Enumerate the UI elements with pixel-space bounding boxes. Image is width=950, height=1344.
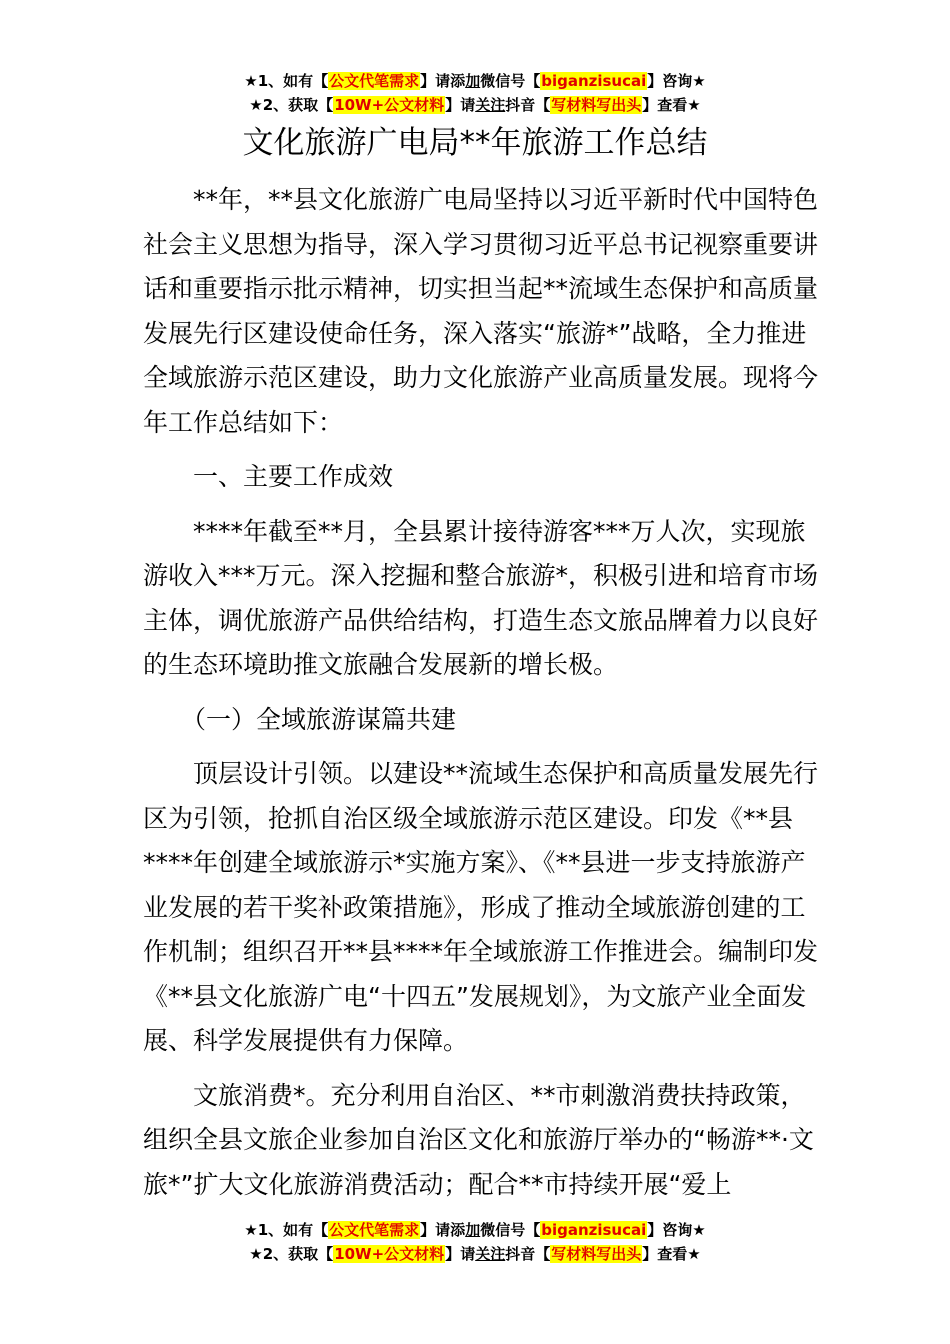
- banner-text: 】请添: [420, 1221, 466, 1239]
- footer-banner: [0, 1218, 950, 1266]
- banner-underlined-text: 关注: [475, 96, 506, 114]
- banner-highlight-wechat-id: biganzisucai: [541, 72, 647, 90]
- banner-text: 】查看★: [642, 1245, 701, 1263]
- banner-text: 抖音【: [505, 96, 551, 114]
- banner-underlined-text: 加: [465, 72, 481, 90]
- banner-line-2: [0, 1242, 950, 1266]
- header-banner: [0, 69, 950, 117]
- banner-highlight-materials: 10W+公文材料: [334, 1245, 445, 1263]
- banner-text: ★2、获取【: [249, 1245, 334, 1263]
- paragraph-intro: **年，**县文化旅游广电局坚持以习近平新时代中国特色社会主义思想为指导，深入学习贯彻习近平总书记视察重要讲话和重要指示批示精神，切实担当起**流域生态保护和高质量发展先行区建设使命任务，深入落实“旅游*”战略，全力推进全域旅游示范区建设，助力文化旅游产业高质量发展。现将今年工作总结如下：: [143, 185, 819, 437]
- banner-underlined-text: 关注: [475, 1245, 506, 1263]
- banner-text: 】咨询★: [647, 72, 706, 90]
- subheading-all-area-tourism: （一）全域旅游谋篇共建: [181, 704, 457, 734]
- banner-highlight-wechat-id: biganzisucai: [541, 1221, 647, 1239]
- banner-text: 】请: [445, 96, 476, 114]
- banner-text: ★2、获取【: [249, 96, 334, 114]
- banner-underlined-text: 加: [465, 1221, 481, 1239]
- banner-text: 】咨询★: [647, 1221, 706, 1239]
- banner-highlight-douyin: 写材料写出头: [551, 1245, 642, 1263]
- paragraph-tourism-consumption: 文旅消费*。充分利用自治区、**市刺激消费扶持政策，组织全县文旅企业参加自治区文化和旅游厅举办的“畅游**·文旅*”扩大文化旅游消费活动；配合**市持续开展“爱上: [143, 1080, 814, 1199]
- banner-highlight-ghostwriting: 公文代笔需求: [329, 72, 420, 90]
- paragraph-top-level-design: 顶层设计引领。以建设**流域生态保护和高质量发展先行区为引领，抢抓自治区级全域旅游示范区建设。印发《**县****年创建全域旅游示*实施方案》、《**县进一步支持旅游产业发展的若干奖补政策措施》，形成了推动全域旅游创建的工作机制；组织召开**县****年全域旅游工作推进会。编制印发《**县文化旅游广电“十四五”发展规划》，为文旅产业全面发展、科学发展提供有力保障。: [143, 759, 819, 1055]
- banner-highlight-douyin: 写材料写出头: [551, 96, 642, 114]
- banner-highlight-materials: 10W+公文材料: [334, 96, 445, 114]
- banner-text: 】查看★: [642, 96, 701, 114]
- paragraph-achievements: ****年截至**月，全县累计接待游客***万人次，实现旅游收入***万元。深入挖掘和整合旅游*，积极引进和培育市场主体，调优旅游产品供给结构，打造生态文旅品牌着力以良好的生态环境助推文旅融合发展新的增长极。: [143, 516, 819, 679]
- banner-highlight-ghostwriting: 公文代笔需求: [329, 1221, 420, 1239]
- banner-line-1: [0, 69, 950, 93]
- banner-line-2: [0, 93, 950, 117]
- document-title: 文化旅游广电局**年旅游工作总结: [242, 125, 708, 161]
- banner-text: ★1、如有【: [244, 1221, 329, 1239]
- banner-line-1: [0, 1218, 950, 1242]
- banner-text: 抖音【: [505, 1245, 551, 1263]
- document-body: [143, 178, 823, 1207]
- heading-main-achievements: 一、主要工作成效: [193, 462, 394, 491]
- banner-text: 微信号【: [480, 1221, 541, 1239]
- banner-text: 】请: [445, 1245, 476, 1263]
- banner-text: ★1、如有【: [244, 72, 329, 90]
- banner-text: 】请添: [420, 72, 466, 90]
- banner-text: 微信号【: [480, 72, 541, 90]
